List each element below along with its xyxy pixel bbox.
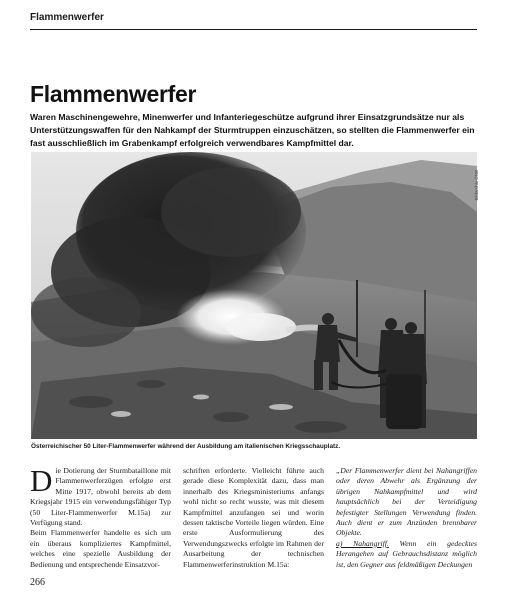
body-column-1	[30, 466, 171, 572]
body-paragraph: Beim Flammenwerfer handelte es sich um ein überaus kompliziertes Kampfmittel, welches eine spezielle Ausbildung der Bedienung und entsprechende Einsatzvor-	[30, 528, 171, 569]
quote-item-text: Wenn ein gedecktes Herangehen auf Gebrauchsdistanz möglich ist, den Gegner aus feldmäßigen Deckungen	[336, 538, 477, 569]
page-title: Flammenwerfer	[30, 81, 197, 107]
body-text	[30, 466, 477, 572]
lead-paragraph: Waren Maschinengewehre, Minenwerfer und Infanteriegeschütze aufgrund ihrer Einsatzgrundsätze nur als Unterstützungswaffen für den Nahkampf der Sturmtruppen einzuschätzen, so stellten die Flammenwerfer ein fast ausschließlich im Grabenkampf erfolgreich verwendbares Kampfmittel dar.	[30, 112, 475, 148]
photo-caption: Österreichischer 50 Liter-Flammenwerfer während der Ausbildung am italienischen Kriegsschauplatz.	[31, 443, 341, 450]
quote-paragraph: „Der Flammenwerfer dient bei Nahangriffen oder deren Abwehr als Ergänzung der übrigen Nahkampfmittel und wird hauptsächlich bei der Verteidigung befestigter Stellungen Verwendung finden. Auch dient er zum Anzünden brennbarer Objekte.	[336, 466, 477, 538]
paragraph-text: ie Dotierung der Sturmbataillone mit Flammenwerferzügen erfolgte erst Mitte 1917, obwohl bereits ab dem Kriegsjahr 1915 ein verwendungsfähiger Typ (50 Liter-Flammenwerfer M.15a) zur Verfügung stand.	[30, 466, 171, 528]
header-rule	[30, 29, 477, 30]
quote-item	[336, 539, 477, 570]
body-paragraph: schriften erforderte. Vielleicht führte auch gerade diese Komplexität dazu, dass man innerhalb des Kriegsministeriums anfangs wohl nicht so recht wusste, was mit diesem Kampfmittel anzufangen sei und worin dessen taktische Vorteile liegen würden. Eine erste Ausformulierung des Verwendungszwecks erfolgte im Rahmen der Ausarbeitung der technischen Flammenwerferinstruktion M.15a:	[183, 466, 324, 569]
flamethrower-photo	[31, 152, 477, 439]
body-column-3	[336, 466, 477, 572]
body-paragraph	[30, 466, 171, 528]
running-head: Flammenwerfer	[30, 12, 104, 23]
drop-cap: D	[30, 466, 53, 498]
quote-item-label: a) Nahangriff.	[336, 538, 389, 548]
body-column-2	[183, 466, 324, 572]
page-number: 266	[30, 577, 45, 588]
photo-credit: Bildarchiv ÖNB	[474, 170, 479, 201]
